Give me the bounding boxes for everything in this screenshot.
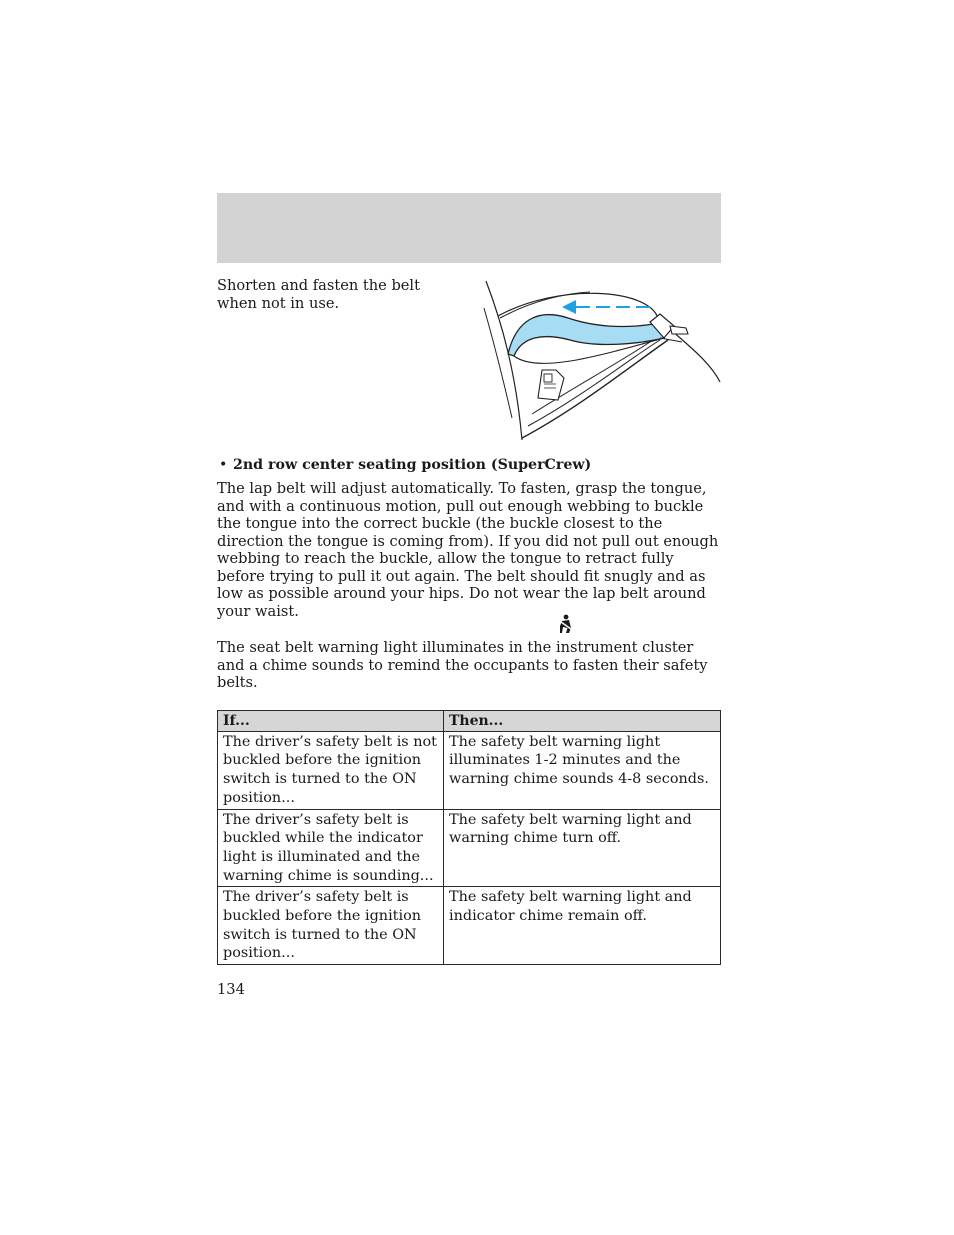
table-cell-if: The driver’s safety belt is buckled before the ignition switch is turned to the ON position...	[218, 887, 444, 965]
table-row	[218, 731, 721, 809]
intro-text: Shorten and fasten the belt when not in use.	[217, 277, 420, 312]
section-heading	[219, 456, 591, 474]
belt-webbing	[508, 315, 664, 356]
page-number: 134	[217, 981, 245, 998]
table-header-row	[218, 711, 721, 732]
seat-belt-shorten-illustration	[478, 278, 722, 442]
table-header-if: If...	[218, 711, 444, 732]
table-row	[218, 809, 721, 887]
table-cell-then: The safety belt warning light illuminates 1-2 minutes and the warning chime sounds 4-8 seconds.	[444, 731, 721, 809]
table-row	[218, 887, 721, 965]
table-cell-if: The driver’s safety belt is buckled while the indicator light is illuminated and the warning chime is sounding...	[218, 809, 444, 887]
direction-arrow	[562, 300, 650, 314]
bullet-marker: •	[219, 457, 228, 473]
section-header-band	[217, 193, 721, 263]
table-cell-if: The driver’s safety belt is not buckled before the ignition switch is turned to the ON position...	[218, 731, 444, 809]
lap-belt-paragraph: The lap belt will adjust automatically. To fasten, grasp the tongue, and with a continuous motion, pull out enough webbing to buckle the tongue into the correct buckle (the buckle closest to the direction the tongue is coming from). If you did not pull out enough webbing to reach the buckle, allow the tongue to retract fully before trying to pull it out again. The belt should fit snugly and as low as possible around your hips. Do not wear the lap belt around your waist.	[217, 480, 719, 620]
table-cell-then: The safety belt warning light and warning chime turn off.	[444, 809, 721, 887]
seatbelt-warning-icon	[558, 614, 574, 634]
table-cell-then: The safety belt warning light and indicator chime remain off.	[444, 887, 721, 965]
table-header-then: Then...	[444, 711, 721, 732]
seatbelt-warning-table	[217, 710, 721, 965]
warning-light-paragraph: The seat belt warning light illuminates in the instrument cluster and a chime sounds to remind the occupants to fasten their safety belts.	[217, 639, 708, 691]
section-heading-text: 2nd row center seating position (SuperCrew)	[233, 457, 592, 473]
